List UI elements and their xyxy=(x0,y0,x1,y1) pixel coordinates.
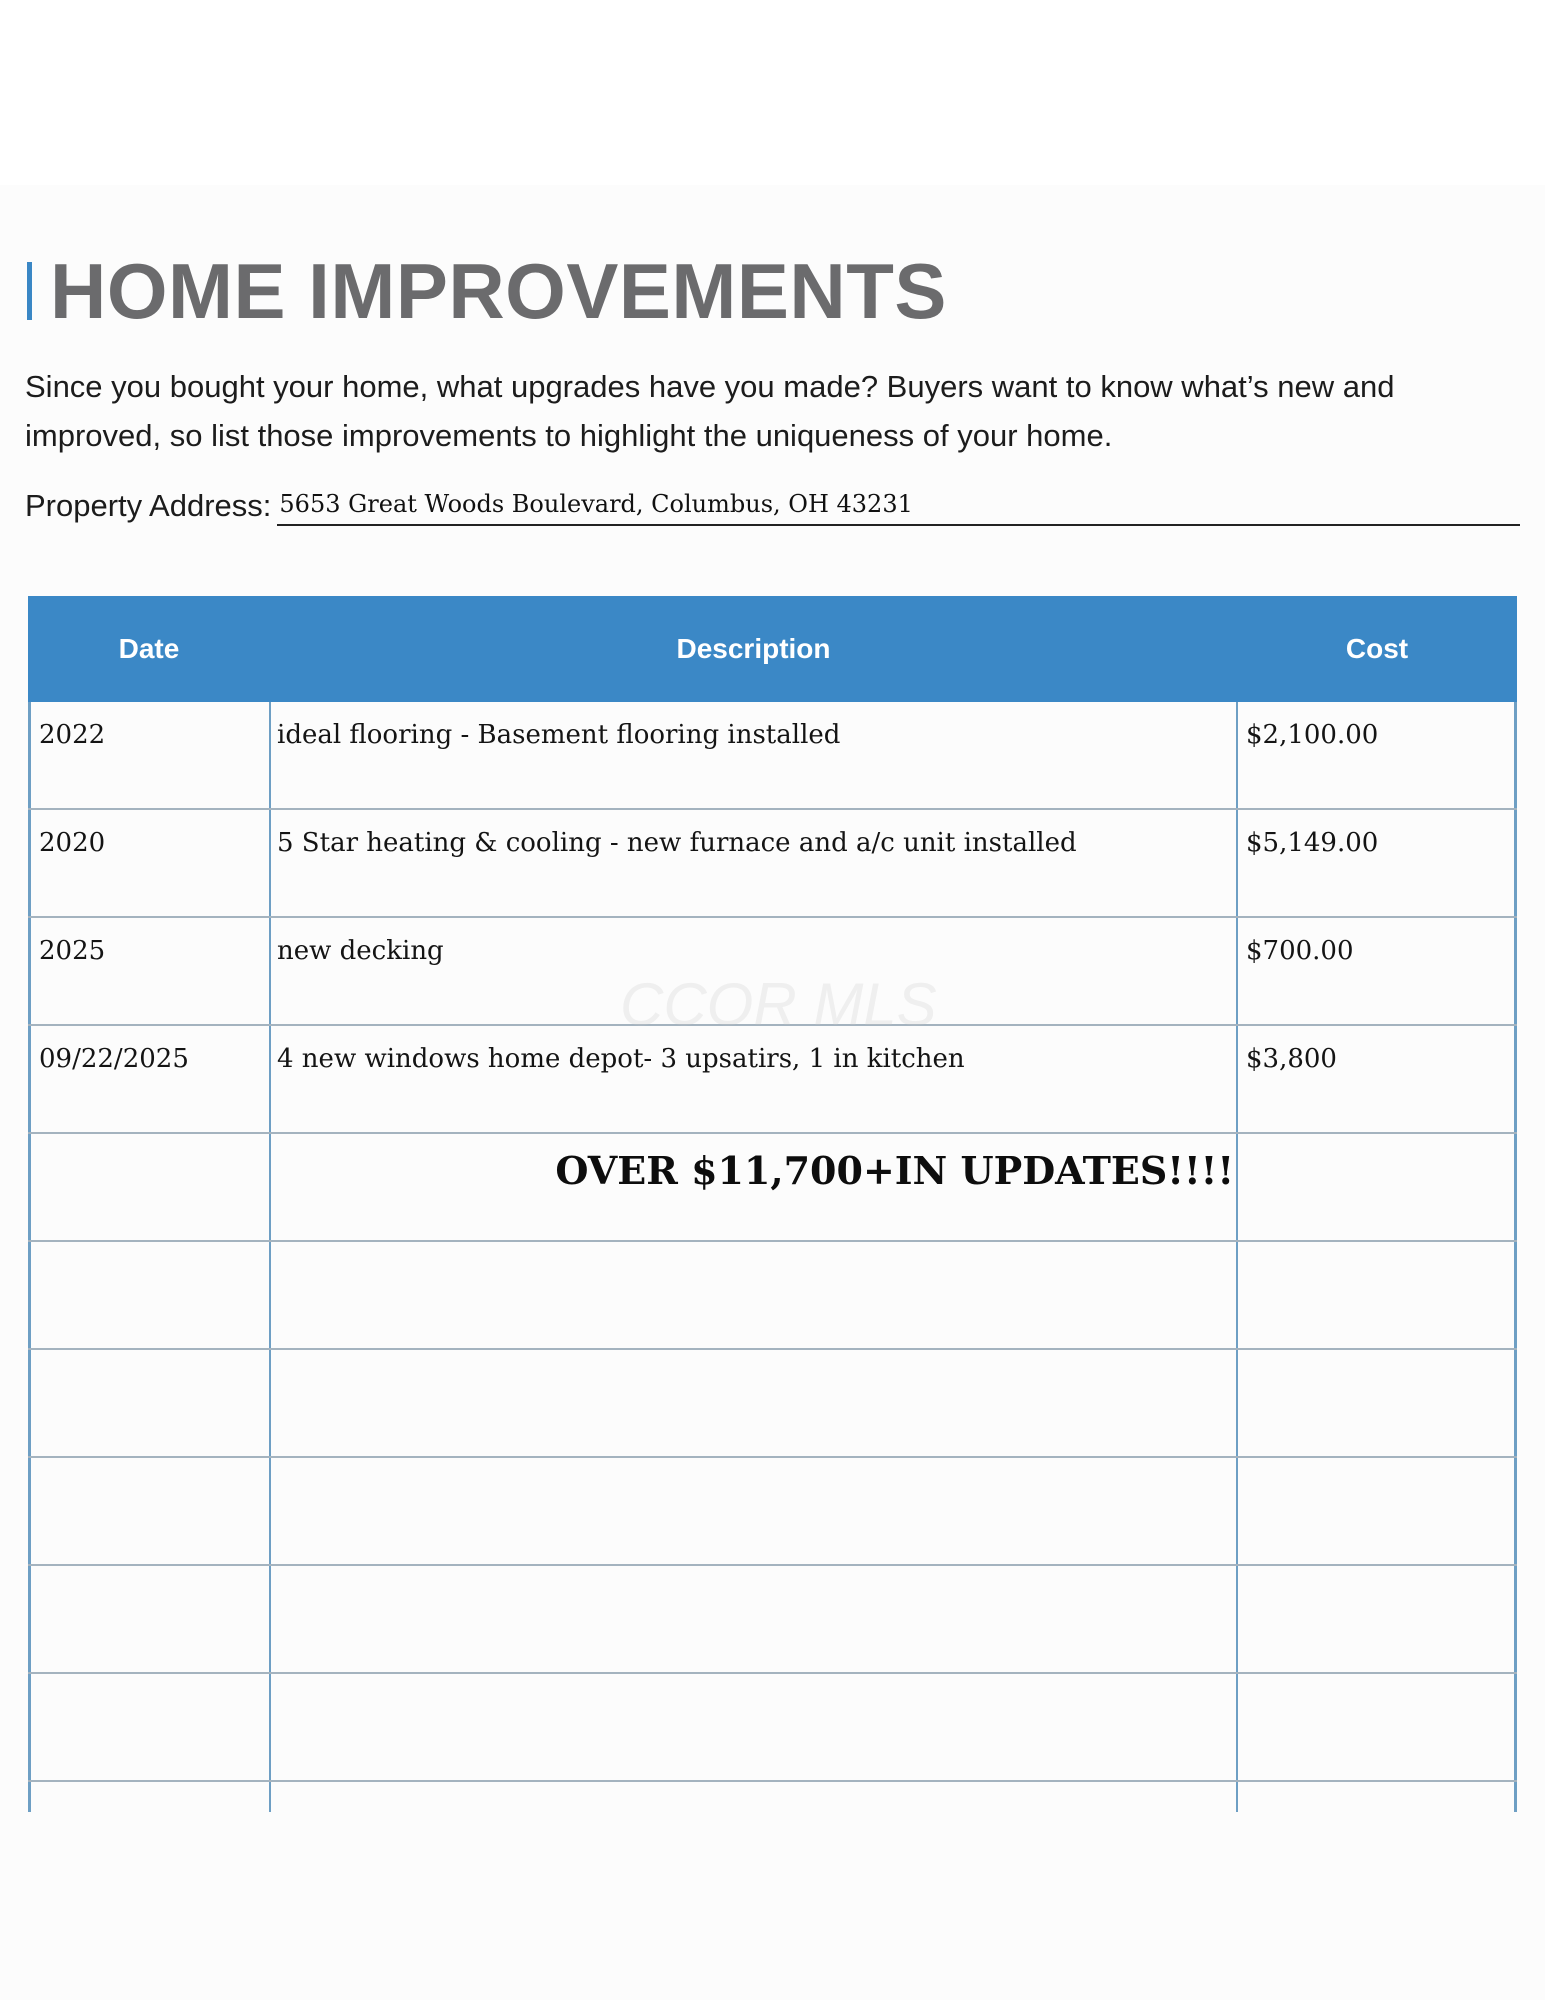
cost-cell[interactable] xyxy=(1238,1782,1517,1812)
date-cell[interactable] xyxy=(28,1350,271,1456)
table-body xyxy=(28,702,1517,1812)
date-cell[interactable] xyxy=(28,1242,271,1348)
date-cell[interactable]: 2022 xyxy=(28,702,271,808)
cost-cell[interactable] xyxy=(1238,1242,1517,1348)
description-cell[interactable] xyxy=(271,1782,1238,1812)
cost-cell[interactable] xyxy=(1238,1458,1517,1564)
table-row-empty xyxy=(28,1350,1517,1458)
description-cell[interactable] xyxy=(271,1350,1238,1456)
cost-cell[interactable] xyxy=(1238,1674,1517,1780)
title-accent-bar xyxy=(27,262,32,320)
description-cell[interactable]: 4 new windows home depot- 3 upsatirs, 1 in kitchen xyxy=(271,1026,1238,1132)
intro-line-2: improved, so list those improvements to highlight the uniqueness of your home. xyxy=(25,418,1113,453)
date-cell[interactable] xyxy=(28,1674,271,1780)
table-row xyxy=(28,1026,1517,1134)
table-row-empty xyxy=(28,1782,1517,1812)
date-cell[interactable] xyxy=(28,1458,271,1564)
description-cell[interactable] xyxy=(271,1674,1238,1780)
page-title: HOME IMPROVEMENTS xyxy=(50,247,947,335)
table-row-empty xyxy=(28,1674,1517,1782)
description-cell[interactable] xyxy=(271,1566,1238,1672)
improvements-table xyxy=(28,596,1517,1812)
table-row xyxy=(28,702,1517,810)
date-cell[interactable]: 09/22/2025 xyxy=(28,1026,271,1132)
table-row-empty xyxy=(28,1458,1517,1566)
cost-cell[interactable]: $3,800 xyxy=(1238,1026,1517,1132)
description-cell[interactable] xyxy=(271,1134,1238,1240)
property-address-row xyxy=(25,488,1520,526)
cost-cell[interactable]: $700.00 xyxy=(1238,918,1517,1024)
intro-line-1: Since you bought your home, what upgrades have you made? Buyers want to know what’s new and xyxy=(25,369,1395,404)
date-cell[interactable]: 2025 xyxy=(28,918,271,1024)
date-cell[interactable] xyxy=(28,1566,271,1672)
cost-cell[interactable]: $2,100.00 xyxy=(1238,702,1517,808)
table-row xyxy=(28,918,1517,1026)
property-address-label: Property Address: xyxy=(25,488,272,523)
column-header-cost: Cost xyxy=(1345,633,1409,664)
total-updates-note: OVER $11,700+IN UPDATES!!!! xyxy=(555,1148,1234,1193)
intro-paragraph xyxy=(25,362,1515,460)
title-block xyxy=(27,247,947,335)
column-header-date: Date xyxy=(118,633,180,664)
property-address-field[interactable]: 5653 Great Woods Boulevard, Columbus, OH 43231 xyxy=(277,490,1520,526)
cost-cell[interactable]: $5,149.00 xyxy=(1238,810,1517,916)
description-cell[interactable]: new decking xyxy=(271,918,1238,1024)
cost-cell[interactable] xyxy=(1238,1350,1517,1456)
table-row-empty xyxy=(28,1566,1517,1674)
description-cell[interactable]: 5 Star heating & cooling - new furnace and a/c unit installed xyxy=(271,810,1238,916)
date-cell[interactable]: 2020 xyxy=(28,810,271,916)
cost-cell[interactable] xyxy=(1238,1134,1517,1240)
description-cell[interactable] xyxy=(271,1458,1238,1564)
table-row-total-note xyxy=(28,1134,1517,1242)
description-cell[interactable]: ideal flooring - Basement flooring installed xyxy=(271,702,1238,808)
table-header xyxy=(28,596,1517,702)
date-cell[interactable] xyxy=(28,1134,271,1240)
table-row xyxy=(28,810,1517,918)
top-margin xyxy=(0,0,1545,185)
watermark: CCOR MLS xyxy=(620,971,937,1038)
column-header-description: Description xyxy=(676,633,831,664)
date-cell[interactable] xyxy=(28,1782,271,1812)
description-cell[interactable] xyxy=(271,1242,1238,1348)
cost-cell[interactable] xyxy=(1238,1566,1517,1672)
table-row-empty xyxy=(28,1242,1517,1350)
